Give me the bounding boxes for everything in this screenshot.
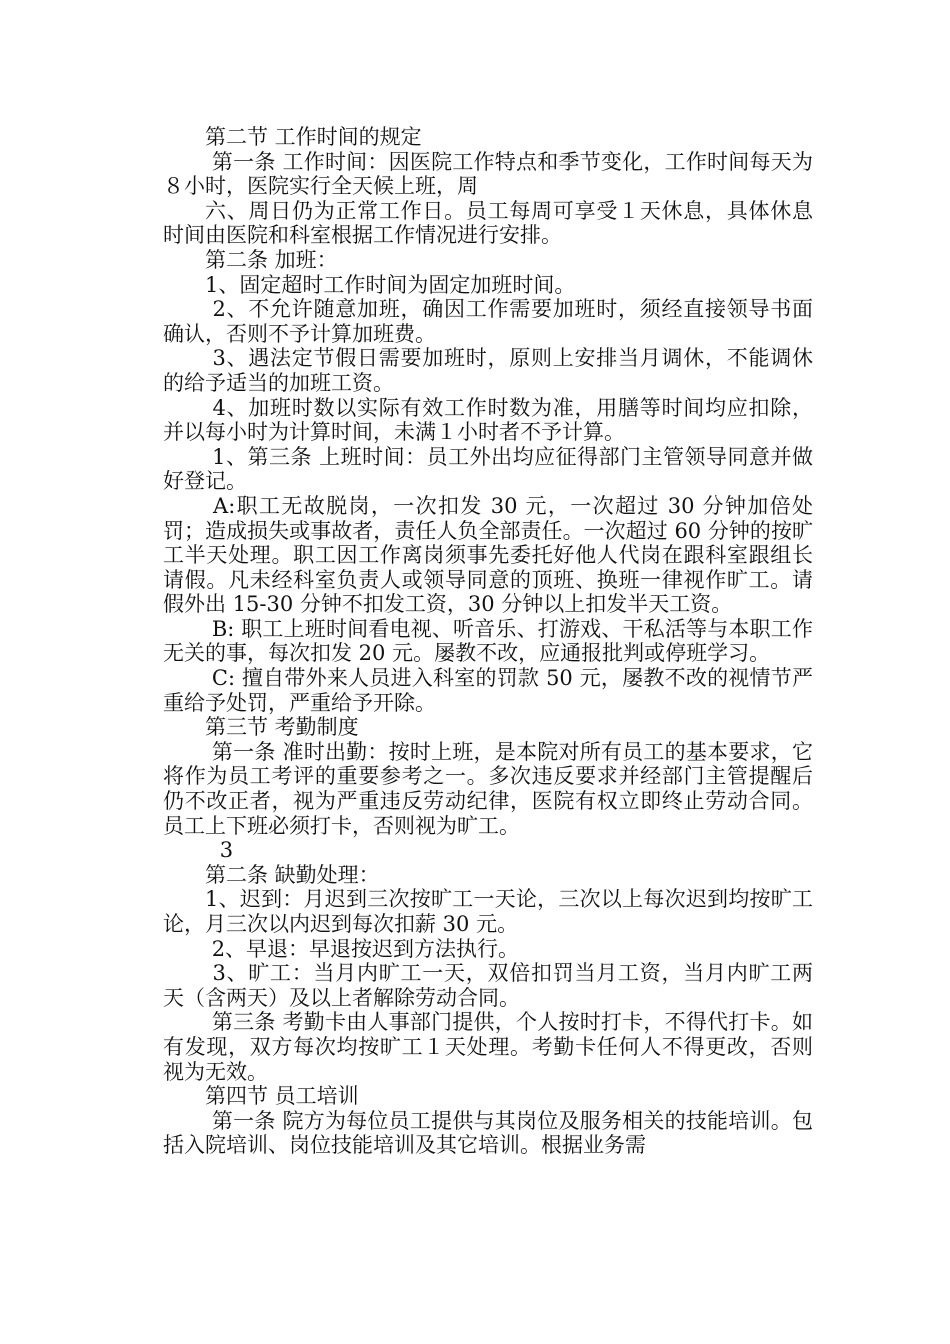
list-item: 2、不允许随意加班，确因工作需要加班时，须经直接领导书面确认，否则不予计算加班费。 xyxy=(163,297,814,346)
paragraph: 1、第三条 上班时间：员工外出均应征得部门主管领导同意并做好登记。 xyxy=(163,444,813,494)
paragraph: 第一条 院方为每位员工提供与其岗位及服务相关的技能培训。包括入院培训、岗位技能培训及其它培训。根据业务需 xyxy=(163,1108,813,1158)
list-item: 1、固定超时工作时间为固定加班时间。 xyxy=(205,272,576,297)
list-item: 3、遇法定节假日需要加班时，原则上安排当月调休，不能调休的给予适当的加班工资。 xyxy=(163,346,814,395)
section-heading: 第二节 工作时间的规定 xyxy=(205,125,422,149)
list-item: 2、早退：早退按迟到方法执行。 xyxy=(205,936,520,961)
paragraph: 六、周日仍为正常工作日。员工每周可享受１天休息，具体休息时间由医院和科室根据工作情况进行安排。 xyxy=(163,198,813,248)
paragraph: C: 擅自带外来人员进入科室的罚款 50 元，屡教不改的视情节严重给予处罚，严重给予开除。 xyxy=(163,666,813,715)
paragraph: A:职工无故脱岗，一次扣发 30 元，一次超过 30 分钟加倍处罚；造成损失或事故者，责任人负全部责任。一次超过 60 分钟的按旷工半天处理。职工因工作离岗须事先委托好他人代岗在跟科室跟组长请假。凡未经科室负责人或领导同意的顶班、换班一律视作旷工。请假外出 15-30 分钟不扣发工资，30 分钟以上扣发半天工资。 xyxy=(163,493,813,617)
paragraph: 第一条 准时出勤：按时上班，是本院对所有员工的基本要求，它将作为员工考评的重要参考之一。多次违反要求并经部门主管提醒后仍不改正者，视为严重违反劳动纪律，医院有权立即终止劳动合同。员工上下班必须打卡，否则视为旷工。 xyxy=(163,739,813,838)
list-item: 3、旷工：当月内旷工一天，双倍扣罚当月工资，当月内旷工两天（含两天）及以上者解除劳动合同。 xyxy=(163,961,814,1010)
document-body xyxy=(163,125,813,1158)
section-heading: 第四节 员工培训 xyxy=(205,1084,359,1109)
page-number: 3 xyxy=(213,838,234,863)
paragraph: 第三条 考勤卡由人事部门提供，个人按时打卡，不得代打卡。如有发现，双方每次均按旷工１天处理。考勤卡任何人不得更改，否则视为无效。 xyxy=(163,1010,813,1084)
article-heading: 第二条 加班： xyxy=(205,247,338,272)
section-heading: 第三节 考勤制度 xyxy=(205,715,359,740)
list-item: 4、加班时数以实际有效工作时数为准，用膳等时间均应扣除，并以每小时为计算时间，未满１小时者不予计算。 xyxy=(163,395,814,445)
paragraph: 第一条 工作时间：因医院工作特点和季节变化，工作时间每天为８小时，医院实行全天候上班，周 xyxy=(163,149,813,199)
article-heading: 第二条 缺勤处理： xyxy=(205,862,380,887)
list-item: 1、迟到：月迟到三次按旷工一天论，三次以上每次迟到均按旷工论，月三次以内迟到每次扣薪 30 元。 xyxy=(163,887,813,936)
paragraph: B: 职工上班时间看电视、听音乐、打游戏、干私活等与本职工作无关的事，每次扣发 20 元。屡教不改，应通报批判或停班学习。 xyxy=(163,616,813,666)
